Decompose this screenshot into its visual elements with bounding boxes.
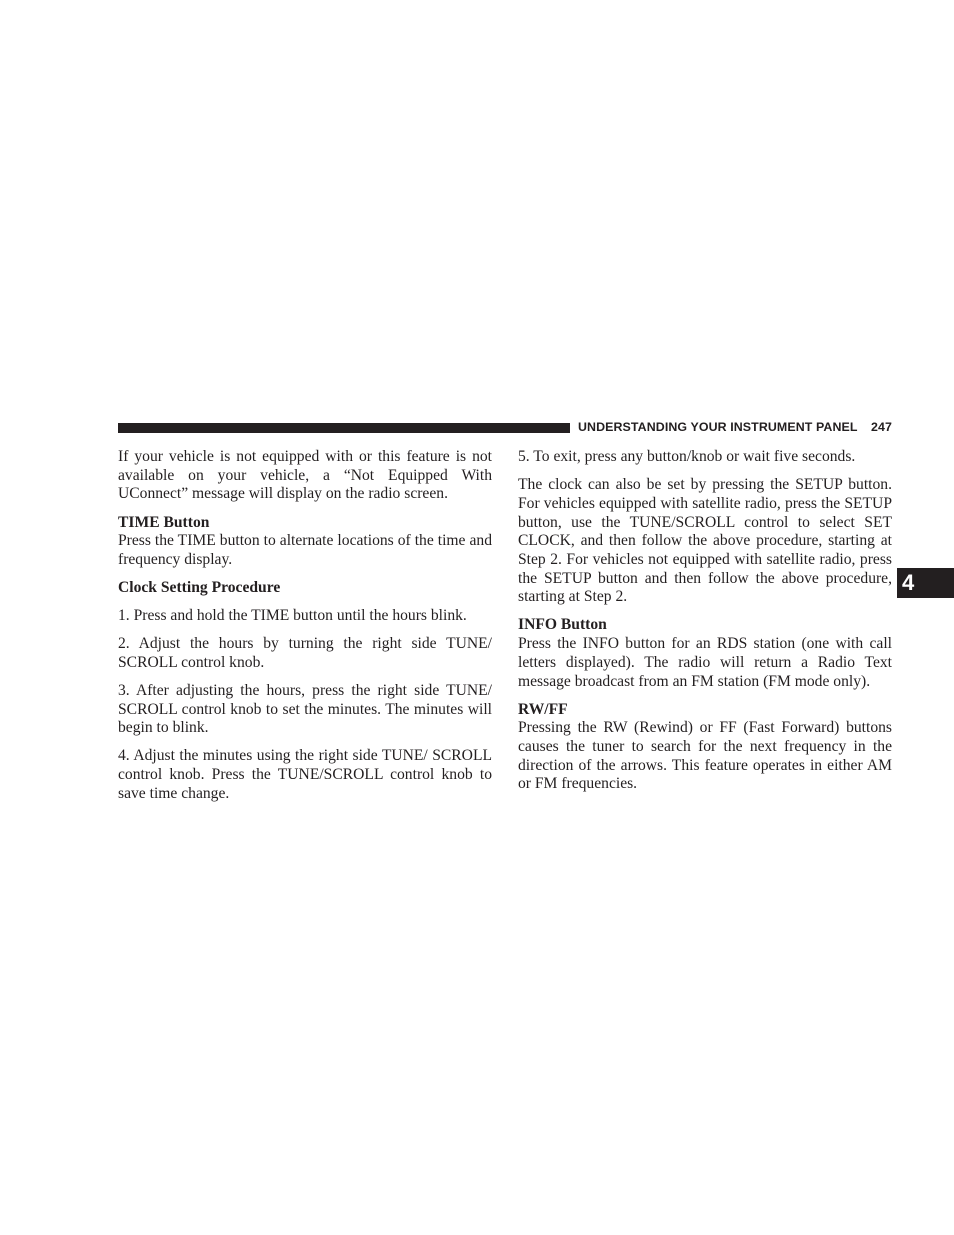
info-button-text: Press the INFO button for an RDS station (one with call letters displayed). The radio will return a Radio Text message broadcast from an FM station (FM mode only). [518,635,892,690]
chapter-tab: 4 [897,568,954,598]
left-column [118,448,492,813]
step-1: 1. Press and hold the TIME button until the hours blink. [118,607,467,625]
rwff-heading: RW/FF [518,700,568,718]
step-5: 5. To exit, press any button/knob or wait five seconds. [518,448,856,465]
page-number: 247 [871,420,892,434]
time-button-text: Press the TIME button to alternate locations of the time and frequency display. [118,532,492,568]
time-button-heading: TIME Button [118,513,210,531]
running-header [578,420,892,434]
info-button-heading: INFO Button [518,616,607,634]
right-column [518,448,892,804]
step-4: 4. Adjust the minutes using the right side TUNE/ SCROLL control knob. Press the TUNE/SCROLL control knob to save time change. [118,747,492,802]
intro-paragraph: If your vehicle is not equipped with or this feature is not available on your vehicle, a “Not Equipped With UConnect” message will display on the radio screen. [118,448,492,503]
step-2: 2. Adjust the hours by turning the right side TUNE/ SCROLL control knob. [118,635,492,671]
header-rule [118,423,570,433]
clock-setting-heading: Clock Setting Procedure [118,579,281,596]
setup-clock-paragraph: The clock can also be set by pressing the SETUP button. For vehicles equipped with satellite radio, press the SETUP button, use the TUNE/SCROLL control to select SET CLOCK, and then follow the above procedure, starting at Step 2. For vehicles not equipped with satellite radio, press the SETUP button and then follow the above procedure, starting at Step 2. [518,476,892,606]
section-title: UNDERSTANDING YOUR INSTRUMENT PANEL [578,420,858,434]
step-3: 3. After adjusting the hours, press the right side TUNE/ SCROLL control knob to set the minutes. The minutes will begin to blink. [118,681,492,737]
rwff-text: Pressing the RW (Rewind) or FF (Fast Forward) buttons causes the tuner to search for the next frequency in the direction of the arrows. This feature operates in either AM or FM frequencies. [518,719,892,793]
